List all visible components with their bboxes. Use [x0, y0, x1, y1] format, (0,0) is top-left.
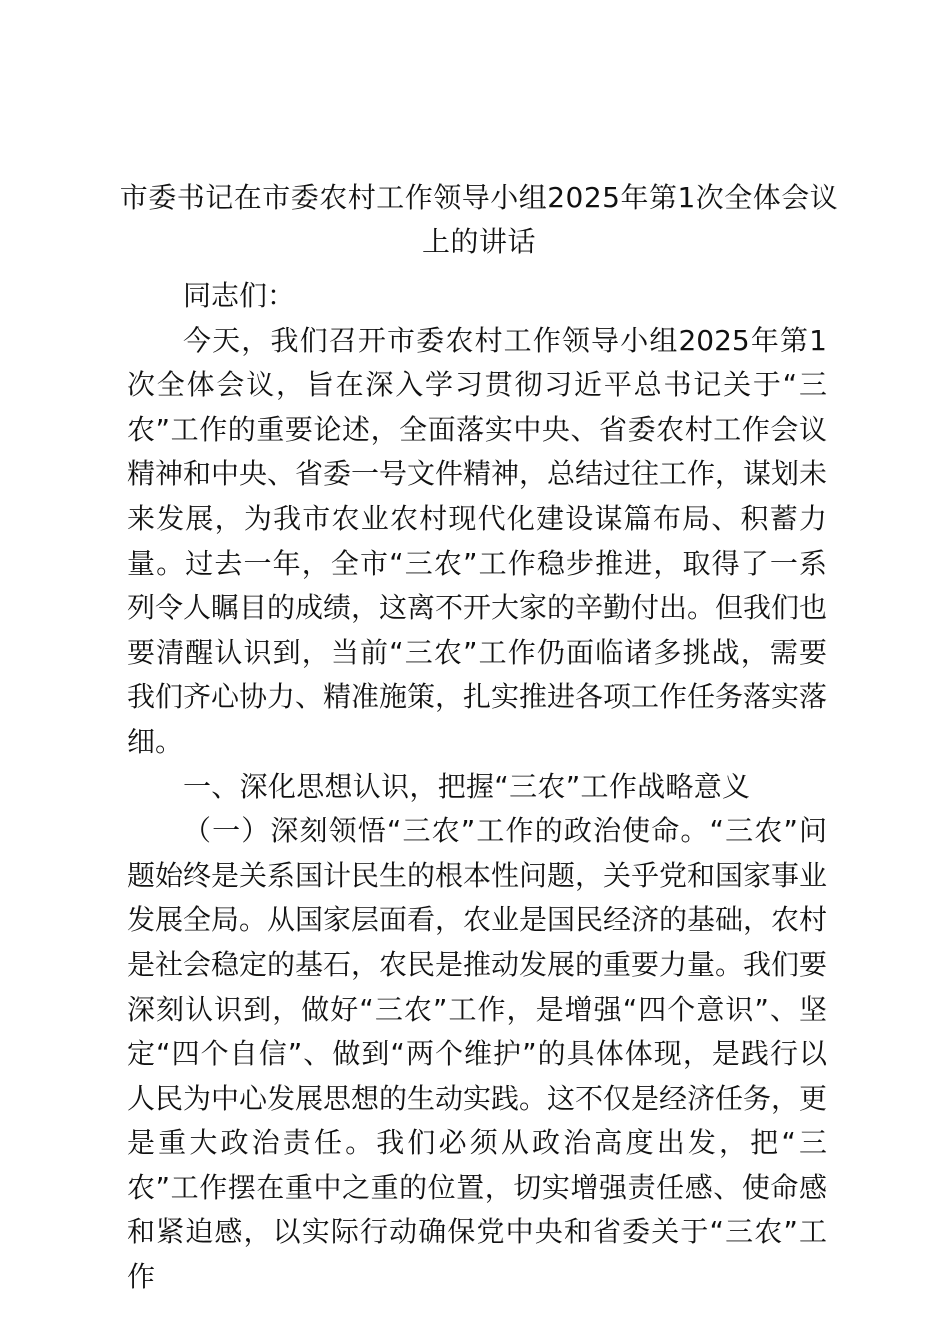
salutation: 同志们： — [183, 279, 296, 312]
intro-paragraph: 今天，我们召开市委农村工作领导小组2025年第1次全体会议，旨在深入学习贯彻习近平总书记关于“三农”工作的重要论述，全面落实中央、省委农村工作会议精神和中央、省委一号文件精神，总结过往工作，谋划未来发展，为我市农业农村现代化建设谋篇布局、积蓄力量。过去一年，全市“三农”工作稳步推进，取得了一系列令人瞩目的成绩，这离不开大家的辛勤付出。但我们也要清醒认识到，当前“三农”工作仍面临诸多挑战，需要我们齐心协力、精准施策，扎实推进各项工作任务落实落细。 — [127, 323, 828, 758]
document-title: 市委书记在市委农村工作领导小组2025年第1次全体会议上的讲话 — [119, 181, 839, 258]
subsection-paragraph-1: （一）深刻领悟“三农”工作的政治使命。“三农”问题始终是关系国计民生的根本性问题，关乎党和国家事业发展全局。从国家层面看，农业是国民经济的基础，农村是社会稳定的基石，农民是推动发展的重要力量。我们要深刻认识到，做好“三农”工作，是增强“四个意识”、坚定“四个自信”、做到“两个维护”的具体体现，是践行以人民为中心发展思想的生动实践。这不仅是经济任务，更是重大政治责任。我们必须从政治高度出发，把“三农”工作摆在重中之重的位置，切实增强责任感、使命感和紧迫感，以实际行动确保党中央和省委关于“三农”工作 — [127, 814, 828, 1294]
section-heading-1: 一、深化思想认识，把握“三农”工作战略意义 — [183, 769, 751, 803]
document-body — [127, 274, 827, 1300]
